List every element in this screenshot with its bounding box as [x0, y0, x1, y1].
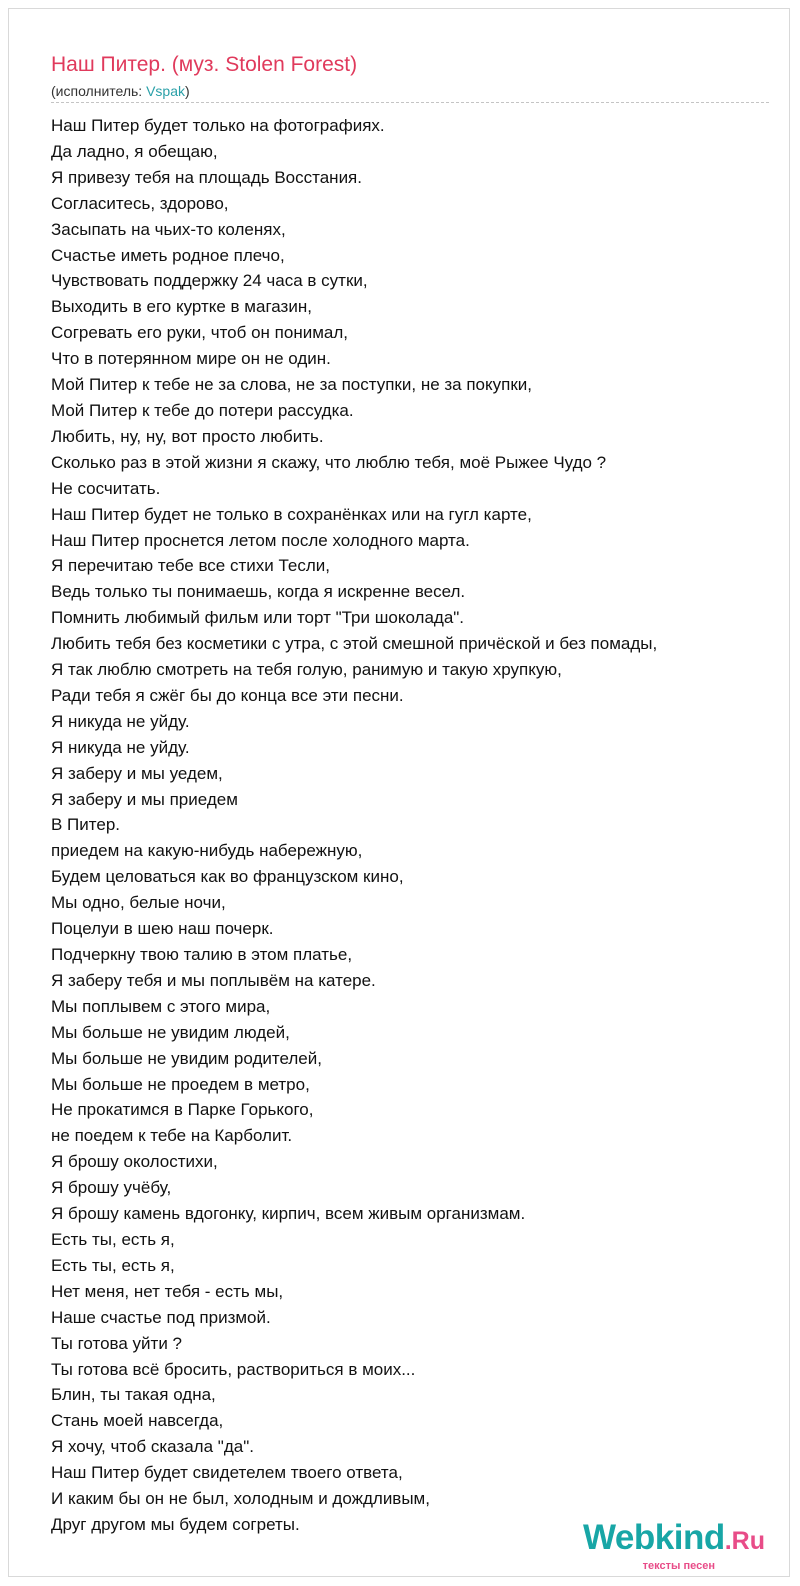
- lyric-line: Сколько раз в этой жизни я скажу, что люблю тебя, моё Рыжее Чудо ?: [51, 452, 607, 472]
- content-frame: [8, 8, 790, 1577]
- lyric-line: Помнить любимый фильм или торт "Три шоколада".: [51, 608, 465, 628]
- lyric-line: Мой Питер к тебе не за слова, не за поступки, не за покупки,: [51, 375, 533, 395]
- lyric-line: Друг другом мы будем согреты.: [51, 1514, 300, 1534]
- lyric-line: Счастье иметь родное плечо,: [51, 245, 285, 265]
- lyric-line: Я никуда не уйду.: [51, 737, 190, 757]
- lyric-line: Чувствовать поддержку 24 часа в сутки,: [51, 271, 368, 291]
- lyric-line: Не сосчитать.: [51, 478, 161, 498]
- lyric-line: Не прокатимся в Парке Горького,: [51, 1100, 314, 1120]
- lyric-line: Блин, ты такая одна,: [51, 1385, 216, 1405]
- lyric-line: Я никуда не уйду.: [51, 711, 190, 731]
- lyric-line: Что в потерянном мире он не один.: [51, 349, 331, 369]
- lyric-line: Я привезу тебя на площадь Восстания.: [51, 167, 362, 187]
- lyric-line: Ведь только ты понимаешь, когда я искренне весел.: [51, 582, 466, 602]
- lyric-line: Я так люблю смотреть на тебя голую, ранимую и такую хрупкую,: [51, 660, 562, 680]
- lyric-line: Я заберу и мы уедем,: [51, 763, 223, 783]
- lyric-line: Мой Питер к тебе до потери рассудка.: [51, 400, 354, 420]
- lyric-line: Есть ты, есть я,: [51, 1229, 175, 1249]
- lyric-line: Я перечитаю тебе все стихи Тесли,: [51, 556, 331, 576]
- lyric-line: Есть ты, есть я,: [51, 1255, 175, 1275]
- lyrics-text: [51, 113, 657, 1538]
- lyric-line: Мы больше не проедем в метро,: [51, 1074, 310, 1094]
- lyric-line: Наш Питер будет свидетелем твоего ответа,: [51, 1463, 403, 1483]
- logo-tagline: тексты песен: [642, 1560, 715, 1572]
- lyric-line: И каким бы он не был, холодным и дождливым,: [51, 1489, 430, 1509]
- lyric-line: не поедем к тебе на Карболит.: [51, 1126, 293, 1146]
- song-title: Наш Питер. (муз. Stolen Forest): [51, 53, 358, 76]
- performer-link[interactable]: Vspak: [146, 83, 186, 99]
- lyric-line: Наш Питер будет только на фотографиях.: [51, 116, 385, 135]
- lyric-line: Поцелуи в шею наш почерк.: [51, 919, 274, 939]
- lyric-line: Я заберу тебя и мы поплывём на катере.: [51, 970, 376, 990]
- lyric-line: Наш Питер проснется летом после холодного марта.: [51, 530, 470, 550]
- lyric-line: Ради тебя я сжёг бы до конца все эти песни.: [51, 685, 404, 705]
- lyric-line: приедем на какую-нибудь набережную,: [51, 841, 363, 861]
- site-logo[interactable]: [583, 1518, 765, 1572]
- lyric-line: Нет меня, нет тебя - есть мы,: [51, 1281, 284, 1301]
- lyric-line: Мы больше не увидим родителей,: [51, 1048, 322, 1068]
- lyric-line: Любить тебя без косметики с утра, с этой смешной причёской и без помады,: [51, 634, 658, 654]
- lyric-line: Мы больше не увидим людей,: [51, 1022, 290, 1042]
- performer-prefix: (исполнитель:: [51, 83, 147, 99]
- lyric-line: Да ладно, я обещаю,: [51, 141, 218, 161]
- lyric-line: Выходить в его куртке в магазин,: [51, 297, 312, 317]
- lyric-line: Наше счастье под призмой.: [51, 1307, 271, 1327]
- lyric-line: Ты готова всё бросить, раствориться в моих...: [51, 1359, 416, 1379]
- header-divider: [51, 102, 769, 103]
- lyric-line: В Питер.: [51, 815, 121, 835]
- performer-suffix: ): [185, 83, 190, 99]
- lyric-line: Я брошу околостихи,: [51, 1152, 218, 1172]
- lyric-line: Наш Питер будет не только в сохранёнках или на гугл карте,: [51, 504, 532, 524]
- lyric-line: Мы поплывем с этого мира,: [51, 996, 271, 1016]
- lyric-line: Мы одно, белые ночи,: [51, 893, 226, 913]
- lyric-line: Ты готова уйти ?: [51, 1333, 183, 1353]
- lyric-line: Стань моей навсегда,: [51, 1411, 224, 1431]
- logo-tld: .Ru: [724, 1527, 765, 1555]
- lyric-line: Я брошу камень вдогонку, кирпич, всем живым организмам.: [51, 1204, 526, 1224]
- logo-brand: Webkind: [583, 1518, 725, 1557]
- lyric-line: Будем целоваться как во французском кино,: [51, 867, 404, 887]
- performer-line: [51, 83, 190, 99]
- lyric-line: Любить, ну, ну, вот просто любить.: [51, 426, 324, 446]
- lyric-line: Я заберу и мы приедем: [51, 789, 238, 809]
- lyric-line: Я хочу, чтоб сказала "да".: [51, 1437, 254, 1457]
- lyric-line: Согласитесь, здорово,: [51, 193, 229, 213]
- lyric-line: Засыпать на чьих-то коленях,: [51, 219, 286, 239]
- lyric-line: Я брошу учёбу,: [51, 1178, 172, 1198]
- lyric-line: Подчеркну твою талию в этом платье,: [51, 945, 353, 964]
- lyric-line: Согревать его руки, чтоб он понимал,: [51, 323, 348, 343]
